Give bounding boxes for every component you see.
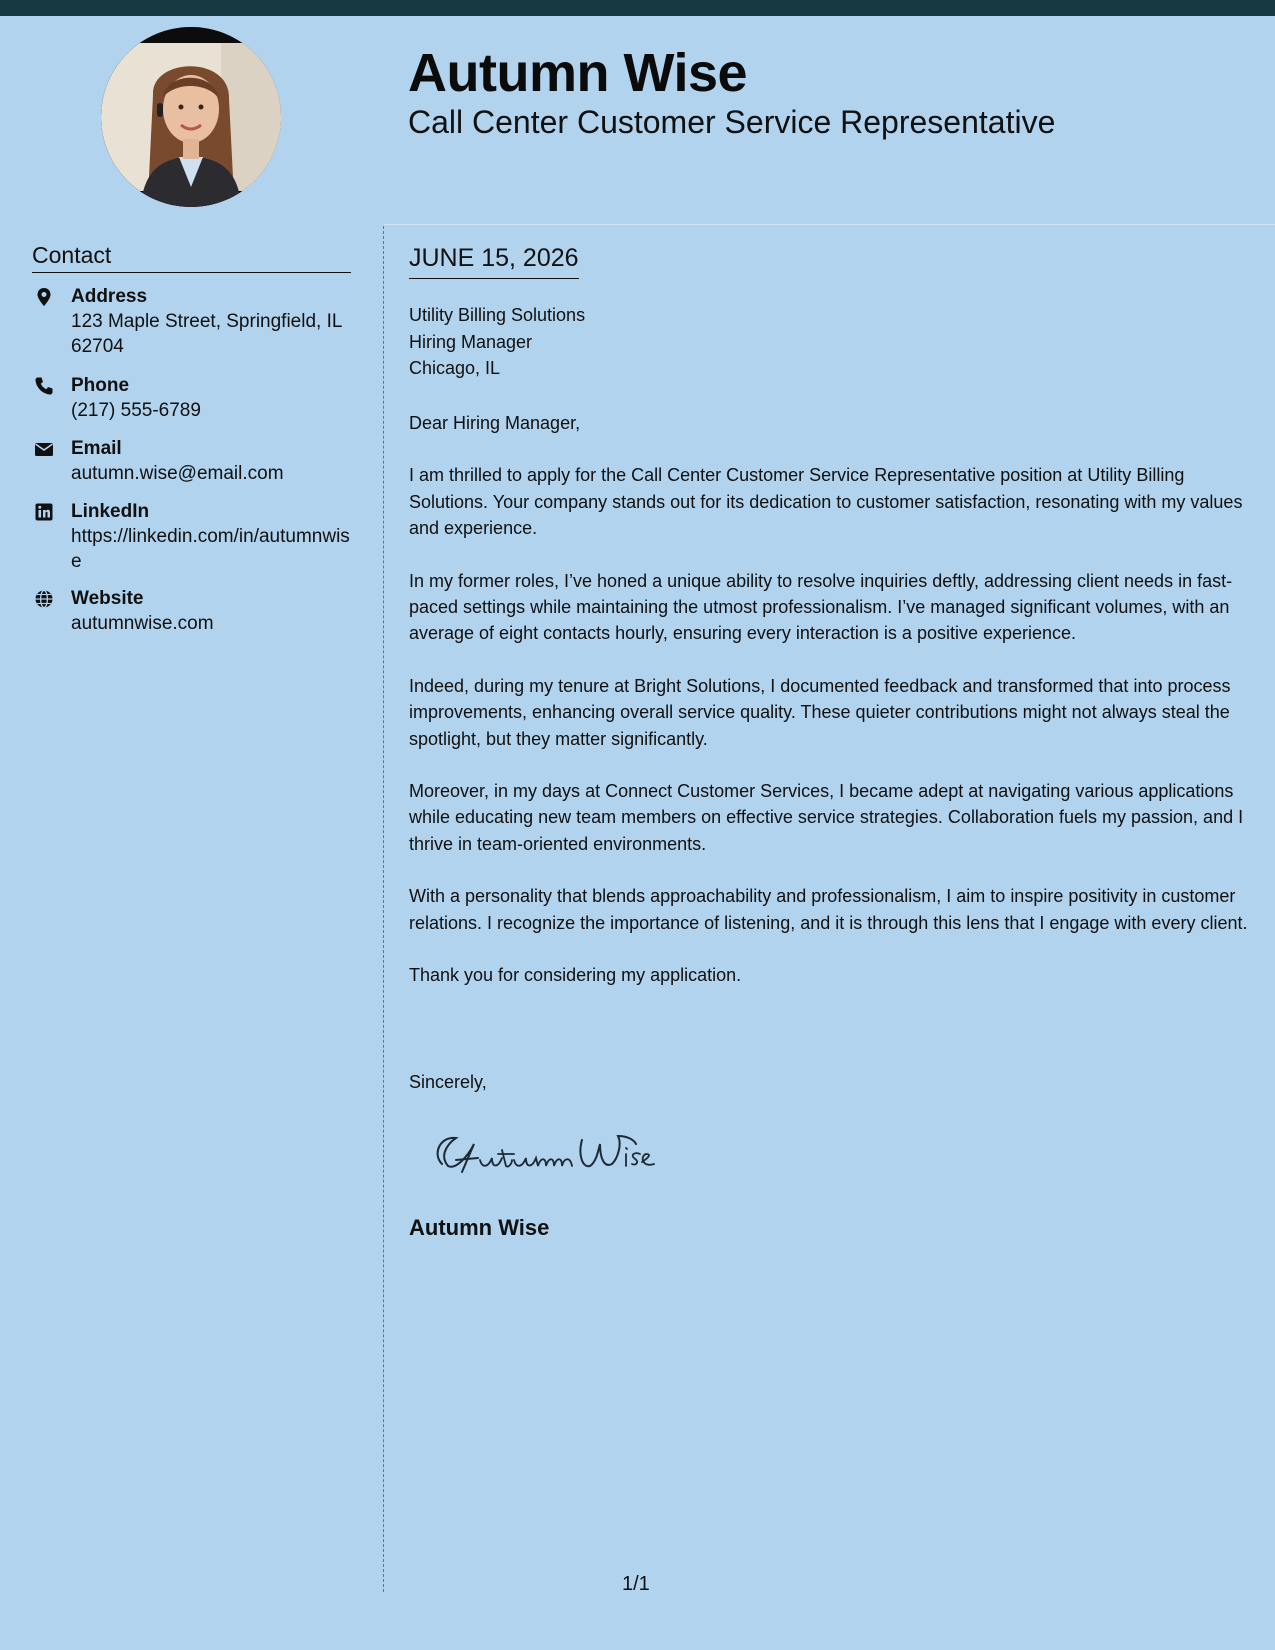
body-paragraph: With a personality that blends approachability and professionalism, I aim to inspire positivity in customer relations. I recognize the importance of listening, and it is through this lens that I engage with every client.	[409, 886, 1248, 933]
signed-name: Autumn Wise	[409, 1215, 550, 1240]
contact-label: Website	[71, 588, 144, 609]
contact-label: Email	[71, 438, 122, 459]
profile-photo	[101, 27, 281, 207]
location-pin-icon	[34, 287, 54, 307]
letter-body	[409, 410, 1255, 1015]
header-title: Call Center Customer Service Representative	[408, 104, 1056, 140]
recipient-location: Chicago, IL	[409, 358, 501, 378]
body-paragraph: Moreover, in my days at Connect Customer Services, I became adept at navigating various applications while educating new team members on effective service strategies. Collaboration fuels my passion, and I thrive in team-oriented environments.	[409, 781, 1244, 854]
contact-label: LinkedIn	[71, 501, 150, 522]
header-divider	[384, 224, 1275, 225]
body-paragraph: I am thrilled to apply for the Call Center Customer Service Representative position at Utility Billing Solutions. Your company stands out for its dedication to customer satisfaction, resonating with my values and experience.	[409, 465, 1243, 539]
header-name: Autumn Wise	[408, 43, 748, 103]
closing: Sincerely,	[409, 1072, 487, 1092]
body-paragraph: Indeed, during my tenure at Bright Solutions, I documented feedback and transformed that into process improvements, enhancing overall service quality. These quieter contributions might not always steal the spotlight, but they matter significantly.	[409, 675, 1231, 749]
recipient-company: Utility Billing Solutions	[409, 305, 586, 325]
phone-value: (217) 555-6789	[71, 400, 201, 421]
recipient-block	[409, 302, 585, 382]
phone-icon	[34, 376, 54, 396]
body-paragraph: Thank you for considering my application.	[409, 965, 742, 986]
contact-label: Address	[71, 286, 148, 307]
globe-icon	[34, 589, 54, 609]
column-divider	[383, 226, 384, 1592]
body-paragraph: In my former roles, I’ve honed a unique ability to resolve inquiries deftly, addressing client needs in fast-paced settings while maintaining the utmost professionalism. I’ve managed significant volumes, with an average of eight contacts hourly, ensuring every interaction is a positive experience.	[409, 570, 1233, 644]
handwritten-signature	[422, 1124, 662, 1189]
email-value: autumn.wise@email.com	[71, 463, 284, 484]
linkedin-icon	[34, 502, 54, 522]
envelope-icon	[34, 439, 54, 459]
website-value[interactable]: autumnwise.com	[71, 613, 214, 634]
contact-heading: Contact	[32, 238, 351, 273]
page-number: 1/1	[622, 1573, 650, 1595]
letter-date: JUNE 15, 2026	[409, 241, 579, 279]
recipient-role: Hiring Manager	[409, 331, 533, 352]
linkedin-value[interactable]: https://linkedin.com/in/autumnwise	[71, 526, 350, 572]
address-value: 123 Maple Street, Springfield, IL 62704	[71, 311, 342, 357]
top-accent-bar	[0, 0, 1275, 16]
salutation: Dear Hiring Manager,	[409, 413, 581, 433]
contact-label: Phone	[71, 375, 130, 396]
